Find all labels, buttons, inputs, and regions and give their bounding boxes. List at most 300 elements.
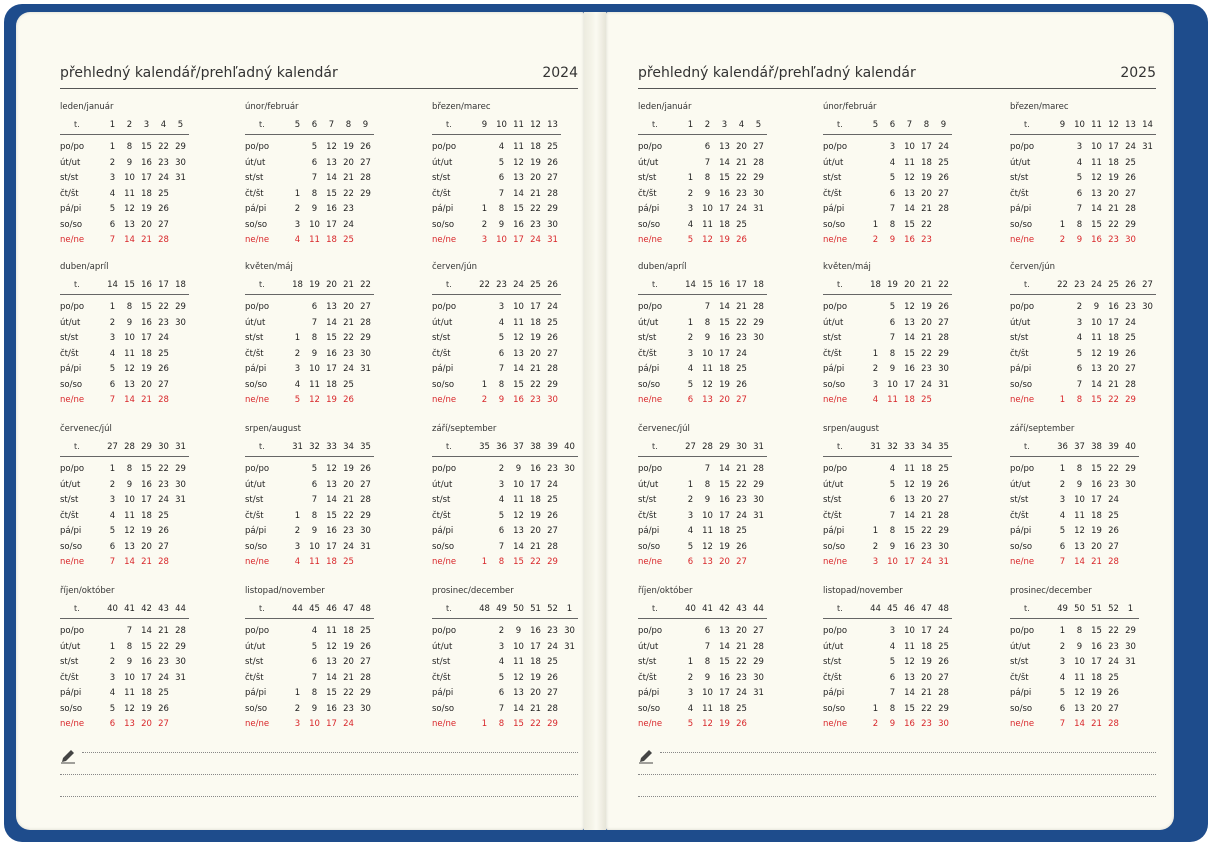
weekday-row	[823, 526, 977, 539]
day-number: 28	[547, 541, 558, 552]
day-number: 11	[124, 510, 135, 521]
day-number: 31	[175, 495, 186, 505]
weekday-row	[638, 364, 792, 377]
weekday-row	[823, 542, 977, 555]
weekday-row	[60, 464, 214, 477]
day-number: 6	[498, 688, 505, 698]
week-number: 17	[736, 280, 747, 290]
week-number: 16	[141, 280, 152, 290]
day-number: 2	[1076, 302, 1083, 312]
notes-line[interactable]	[638, 796, 1156, 797]
weekday-label: so/so	[245, 219, 268, 230]
week-number-row	[245, 442, 399, 454]
day-number: 4	[498, 317, 505, 328]
day-number: 29	[938, 348, 949, 359]
weekday-row	[1010, 464, 1164, 477]
day-number: 19	[921, 479, 932, 490]
weekday-label: po/po	[432, 302, 457, 312]
week-number: 2	[126, 120, 133, 130]
weekday-label: pá/pi	[60, 204, 82, 214]
weekday-label: po/po	[638, 464, 663, 474]
weekday-row	[245, 688, 399, 701]
day-number: 17	[719, 688, 730, 698]
day-number: 23	[343, 204, 354, 214]
weekday-label: pá/pi	[823, 688, 845, 698]
weekday-label: so/so	[638, 379, 661, 390]
day-number: 23	[343, 526, 354, 536]
day-number: 7	[889, 510, 896, 521]
day-number: 15	[326, 688, 337, 698]
day-number: 17	[326, 219, 337, 230]
weekday-row	[432, 704, 586, 717]
week-number-row	[1010, 604, 1164, 616]
notes-line[interactable]	[60, 796, 578, 797]
day-number: 25	[1125, 333, 1136, 343]
day-number: 1	[687, 173, 694, 183]
weekday-row	[1010, 688, 1164, 701]
weekday-label: út/ut	[245, 317, 266, 328]
week-divider	[823, 456, 952, 457]
day-number: 27	[158, 379, 169, 390]
weekday-label: po/po	[60, 302, 85, 312]
weekday-label: pá/pi	[245, 204, 267, 214]
day-number: 14	[904, 510, 915, 521]
weekday-label: út/ut	[638, 157, 659, 168]
weekday-row	[432, 495, 586, 508]
weekday-label: čt/št	[432, 672, 451, 683]
week-label: t.	[1024, 442, 1030, 451]
week-number: 40	[685, 604, 696, 614]
weekday-row	[432, 688, 586, 701]
day-number: 15	[141, 302, 152, 312]
day-number: 21	[921, 204, 932, 214]
day-number: 26	[360, 464, 371, 474]
week-number: 5	[177, 120, 184, 130]
day-number: 5	[498, 510, 505, 521]
weekday-label: pá/pi	[823, 526, 845, 536]
weekday-row	[60, 688, 214, 701]
weekday-row	[245, 318, 399, 331]
weekday-label: st/st	[432, 657, 451, 667]
day-number: 20	[141, 219, 152, 230]
day-number: 5	[1076, 173, 1083, 183]
day-number: 13	[326, 302, 337, 312]
day-number: 9	[1076, 641, 1083, 652]
day-number: 1	[872, 703, 879, 714]
month-name: září/september	[1010, 424, 1075, 434]
week-number: 15	[702, 280, 713, 290]
sunday-row	[1010, 235, 1164, 248]
weekday-label: st/st	[1010, 495, 1029, 505]
day-number: 11	[1074, 672, 1085, 683]
day-number: 20	[141, 541, 152, 552]
day-number: 6	[889, 495, 896, 505]
day-number: 6	[109, 719, 116, 729]
day-number: 28	[158, 235, 169, 245]
month-block	[245, 424, 399, 574]
day-number: 14	[1074, 557, 1085, 567]
weekday-row	[245, 542, 399, 555]
week-number: 38	[1091, 442, 1102, 452]
weekday-label: čt/št	[245, 510, 264, 521]
notes-line[interactable]	[638, 774, 1156, 775]
month-name: listopad/november	[823, 586, 903, 596]
day-number: 4	[498, 495, 505, 505]
day-number: 20	[736, 626, 747, 636]
day-number: 12	[513, 333, 524, 343]
day-number: 19	[343, 641, 354, 652]
weekday-label: pá/pi	[60, 688, 82, 698]
day-number: 30	[938, 719, 949, 729]
month-block	[1010, 586, 1164, 736]
day-number: 5	[109, 204, 116, 214]
day-number: 5	[687, 719, 694, 729]
day-number: 26	[547, 157, 558, 168]
day-number: 21	[1108, 204, 1119, 214]
day-number: 3	[687, 688, 694, 698]
day-number: 7	[311, 672, 318, 683]
day-number: 1	[687, 657, 694, 667]
day-number: 2	[872, 235, 879, 245]
weekday-label: ne/ne	[245, 395, 270, 405]
day-number: 13	[702, 557, 713, 567]
day-number: 7	[704, 302, 711, 312]
day-number: 13	[513, 173, 524, 183]
day-number: 20	[921, 188, 932, 199]
weekday-row	[823, 495, 977, 508]
day-number: 28	[158, 395, 169, 405]
day-number: 13	[1074, 541, 1085, 552]
week-number: 22	[938, 280, 949, 290]
day-number: 10	[702, 204, 713, 214]
month-name: červenec/júl	[60, 424, 112, 434]
day-number: 10	[1074, 495, 1085, 505]
day-number: 6	[311, 657, 318, 667]
week-number: 52	[547, 604, 558, 614]
month-block	[432, 262, 586, 412]
day-number: 8	[126, 641, 133, 652]
day-number: 18	[530, 317, 541, 328]
week-label: t.	[446, 442, 452, 451]
weekday-label: ne/ne	[1010, 235, 1035, 245]
day-number: 19	[530, 333, 541, 343]
weekday-row	[245, 364, 399, 377]
day-number: 16	[904, 541, 915, 552]
day-number: 29	[547, 557, 558, 567]
day-number: 20	[921, 672, 932, 683]
day-number: 15	[141, 142, 152, 152]
weekday-row	[432, 349, 586, 362]
day-number: 2	[498, 626, 505, 636]
week-number: 23	[496, 280, 507, 290]
week-number: 19	[887, 280, 898, 290]
day-number: 26	[736, 541, 747, 552]
day-number: 30	[360, 526, 371, 536]
day-number: 23	[921, 719, 932, 729]
weekday-label: út/ut	[432, 317, 453, 328]
day-number: 12	[124, 526, 135, 536]
day-number: 18	[719, 526, 730, 536]
day-number: 22	[921, 703, 932, 714]
weekday-label: út/ut	[60, 157, 81, 168]
weekday-row	[1010, 495, 1164, 508]
day-number: 29	[1125, 395, 1136, 405]
weekday-row	[1010, 380, 1164, 393]
day-number: 14	[719, 464, 730, 474]
day-number: 5	[311, 641, 318, 652]
day-number: 10	[124, 173, 135, 183]
day-number: 10	[1091, 142, 1102, 152]
day-number: 2	[294, 348, 301, 359]
day-number: 28	[547, 364, 558, 374]
day-number: 12	[326, 464, 337, 474]
week-label: t.	[74, 280, 80, 289]
weekday-label: ne/ne	[823, 557, 848, 567]
day-number: 23	[158, 479, 169, 490]
week-number: 36	[496, 442, 507, 452]
week-number: 33	[904, 442, 915, 452]
day-number: 7	[1076, 204, 1083, 214]
day-number: 19	[141, 703, 152, 714]
day-number: 1	[687, 317, 694, 328]
day-number: 22	[921, 348, 932, 359]
day-number: 27	[938, 672, 949, 683]
day-number: 10	[513, 641, 524, 652]
week-number: 43	[736, 604, 747, 614]
day-number: 7	[498, 188, 505, 199]
day-number: 14	[904, 204, 915, 214]
week-number: 13	[547, 120, 558, 130]
day-number: 4	[889, 157, 896, 168]
day-number: 16	[904, 364, 915, 374]
day-number: 15	[513, 204, 524, 214]
day-number: 24	[547, 641, 558, 652]
day-number: 14	[326, 173, 337, 183]
day-number: 17	[530, 302, 541, 312]
day-number: 11	[904, 464, 915, 474]
weekday-label: pá/pi	[1010, 204, 1032, 214]
day-number: 28	[360, 317, 371, 328]
day-number: 15	[326, 333, 337, 343]
day-number: 26	[1125, 348, 1136, 359]
weekday-row	[432, 220, 586, 233]
sunday-row	[823, 557, 977, 570]
weekday-row	[60, 480, 214, 493]
week-number: 48	[479, 604, 490, 614]
weekday-label: pá/pi	[60, 526, 82, 536]
day-number: 10	[1091, 317, 1102, 328]
day-number: 18	[904, 395, 915, 405]
weekday-label: po/po	[638, 142, 663, 152]
notes-line[interactable]	[60, 774, 578, 775]
weekday-row	[1010, 626, 1164, 639]
day-number: 6	[498, 526, 505, 536]
week-number: 23	[1074, 280, 1085, 290]
week-divider	[245, 456, 374, 457]
day-number: 11	[124, 348, 135, 359]
day-number: 20	[141, 719, 152, 729]
day-number: 4	[311, 626, 318, 636]
weekday-label: po/po	[60, 142, 85, 152]
day-number: 23	[736, 672, 747, 683]
day-number: 15	[719, 657, 730, 667]
day-number: 24	[343, 719, 354, 729]
day-number: 5	[311, 142, 318, 152]
week-label: t.	[837, 120, 843, 129]
day-number: 22	[736, 479, 747, 490]
weekday-row	[823, 642, 977, 655]
day-number: 9	[126, 657, 133, 667]
week-number: 22	[479, 280, 490, 290]
weekday-row	[245, 526, 399, 539]
day-number: 21	[736, 302, 747, 312]
sunday-row	[432, 557, 586, 570]
week-number: 39	[1108, 442, 1119, 452]
weekday-row	[823, 626, 977, 639]
weekday-row	[1010, 526, 1164, 539]
week-number: 1	[1127, 604, 1134, 614]
weekday-label: pá/pi	[1010, 688, 1032, 698]
weekday-row	[60, 189, 214, 202]
day-number: 28	[938, 204, 949, 214]
day-number: 29	[360, 688, 371, 698]
day-number: 19	[530, 510, 541, 521]
day-number: 25	[158, 510, 169, 521]
week-number: 18	[175, 280, 186, 290]
day-number: 30	[175, 157, 186, 168]
day-number: 26	[158, 703, 169, 714]
weekday-label: st/st	[432, 333, 451, 343]
day-number: 29	[753, 479, 764, 490]
day-number: 17	[141, 672, 152, 683]
day-number: 22	[921, 219, 932, 230]
day-number: 21	[921, 510, 932, 521]
day-number: 25	[158, 188, 169, 199]
notes-line[interactable]	[82, 752, 578, 753]
day-number: 28	[1125, 204, 1136, 214]
day-number: 31	[564, 641, 575, 652]
day-number: 24	[938, 626, 949, 636]
weekday-label: čt/št	[1010, 672, 1029, 683]
weekday-label: út/ut	[245, 157, 266, 168]
weekday-label: so/so	[1010, 541, 1033, 552]
day-number: 5	[889, 479, 896, 490]
week-number: 42	[719, 604, 730, 614]
day-number: 22	[530, 719, 541, 729]
month-name: květen/máj	[245, 262, 293, 272]
notes-line[interactable]	[660, 752, 1156, 753]
week-number-row	[638, 604, 792, 616]
day-number: 2	[109, 657, 116, 667]
page-header	[638, 50, 1156, 89]
day-number: 22	[1108, 626, 1119, 636]
weekday-label: út/ut	[1010, 479, 1031, 490]
day-number: 18	[326, 557, 337, 567]
day-number: 16	[141, 157, 152, 168]
sunday-row	[1010, 395, 1164, 408]
day-number: 31	[753, 204, 764, 214]
page-header	[60, 50, 578, 89]
week-number-row	[1010, 442, 1164, 454]
week-number: 18	[292, 280, 303, 290]
day-number: 31	[1125, 657, 1136, 667]
weekday-label: pá/pi	[638, 204, 660, 214]
day-number: 3	[294, 364, 301, 374]
day-number: 27	[158, 541, 169, 552]
week-number: 36	[1057, 442, 1068, 452]
day-number: 23	[1108, 235, 1119, 245]
weekday-row	[823, 173, 977, 186]
sunday-row	[823, 235, 977, 248]
day-number: 6	[1059, 703, 1066, 714]
day-number: 3	[109, 495, 116, 505]
day-number: 4	[687, 703, 694, 714]
weekday-row	[245, 495, 399, 508]
weekday-row	[823, 704, 977, 717]
day-number: 23	[736, 188, 747, 199]
day-number: 10	[496, 235, 507, 245]
day-number: 6	[889, 672, 896, 683]
weekday-label: čt/št	[638, 510, 657, 521]
weekday-row	[432, 142, 586, 155]
sunday-row	[60, 395, 214, 408]
day-number: 20	[343, 479, 354, 490]
day-number: 23	[158, 317, 169, 328]
day-number: 25	[938, 641, 949, 652]
weekday-row	[1010, 158, 1164, 171]
day-number: 28	[547, 188, 558, 199]
month-name: říjen/október	[60, 586, 115, 596]
day-number: 18	[141, 348, 152, 359]
day-number: 28	[938, 688, 949, 698]
day-number: 3	[687, 204, 694, 214]
day-number: 21	[736, 641, 747, 652]
day-number: 7	[704, 464, 711, 474]
day-number: 4	[889, 641, 896, 652]
weekday-label: ne/ne	[823, 395, 848, 405]
day-number: 27	[360, 479, 371, 490]
weekday-label: ne/ne	[60, 719, 85, 729]
week-label: t.	[446, 604, 452, 613]
day-number: 21	[530, 703, 541, 714]
weekday-label: po/po	[245, 626, 270, 636]
weekday-row	[638, 480, 792, 493]
week-number: 35	[479, 442, 490, 452]
week-label: t.	[1024, 604, 1030, 613]
day-number: 15	[326, 188, 337, 199]
day-number: 13	[124, 219, 135, 230]
day-number: 24	[158, 495, 169, 505]
pencil-icon	[60, 748, 76, 764]
day-number: 25	[343, 379, 354, 390]
day-number: 29	[1125, 626, 1136, 636]
day-number: 6	[498, 173, 505, 183]
day-number: 18	[1091, 510, 1102, 521]
week-number: 3	[721, 120, 728, 130]
day-number: 6	[889, 317, 896, 328]
day-number: 1	[294, 333, 301, 343]
day-number: 30	[360, 703, 371, 714]
weekday-label: út/ut	[823, 641, 844, 652]
week-number: 35	[938, 442, 949, 452]
weekday-label: ne/ne	[245, 557, 270, 567]
weekday-row	[245, 626, 399, 639]
day-number: 13	[1091, 364, 1102, 374]
day-number: 24	[736, 348, 747, 359]
day-number: 22	[343, 688, 354, 698]
day-number: 14	[513, 188, 524, 199]
week-number: 51	[530, 604, 541, 614]
